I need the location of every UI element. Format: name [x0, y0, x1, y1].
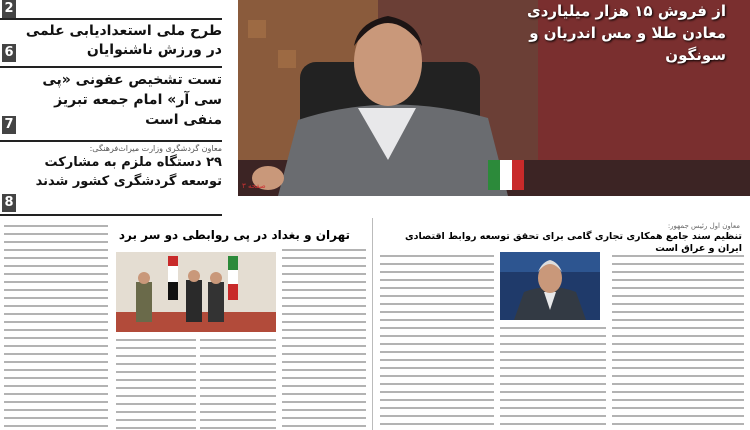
headline-item[interactable] [0, 22, 222, 62]
page-number-badge: 7 [2, 116, 16, 134]
divider [0, 18, 222, 20]
headline-text: ۲۹ دستگاه ملزم به مشارکت توسعه گردشگری کشور شدند [35, 155, 222, 189]
photo-caption: صفحه ۳ [242, 182, 266, 190]
story-headline[interactable]: تنظیم سند جامع همکاری تجاری گامی برای تحقق توسعه روابط اقتصادی ایران و عراق است [404, 231, 742, 254]
headline-item[interactable] [0, 144, 222, 214]
lead-photo[interactable] [238, 0, 750, 196]
divider [0, 214, 222, 216]
portrait-illustration [500, 252, 600, 320]
meeting-illustration [116, 252, 276, 332]
headline-item[interactable] [0, 70, 222, 132]
story-photo[interactable] [116, 252, 276, 332]
column-separator [372, 218, 373, 430]
story-kicker: معاون اول رئیس جمهور: [667, 222, 740, 230]
page-number-badge: 8 [2, 194, 16, 212]
page-number-badge: 2 [2, 0, 16, 18]
photo-headline: از فروش ۱۵ هزار میلیاردی معادن طلا و مس اندریان و سونگون [526, 2, 726, 64]
left-headline-column [0, 0, 222, 218]
story-headline[interactable]: تهران و بغداد در پی روابطی دو سر برد [118, 228, 350, 242]
divider [0, 140, 222, 142]
kicker: معاون گردشگری وزارت میراث‌فرهنگی: [89, 144, 222, 153]
headline-text: تست تشخیص عفونی «پی سی آر» امام جمعه تبریز منفی است [42, 72, 222, 128]
divider [0, 66, 222, 68]
headline-text: طرح ملی استعدادیابی علمی در ورزش ناشنوایان [25, 23, 222, 58]
story-photo[interactable] [500, 252, 600, 320]
page-number-badge: 6 [2, 44, 16, 62]
